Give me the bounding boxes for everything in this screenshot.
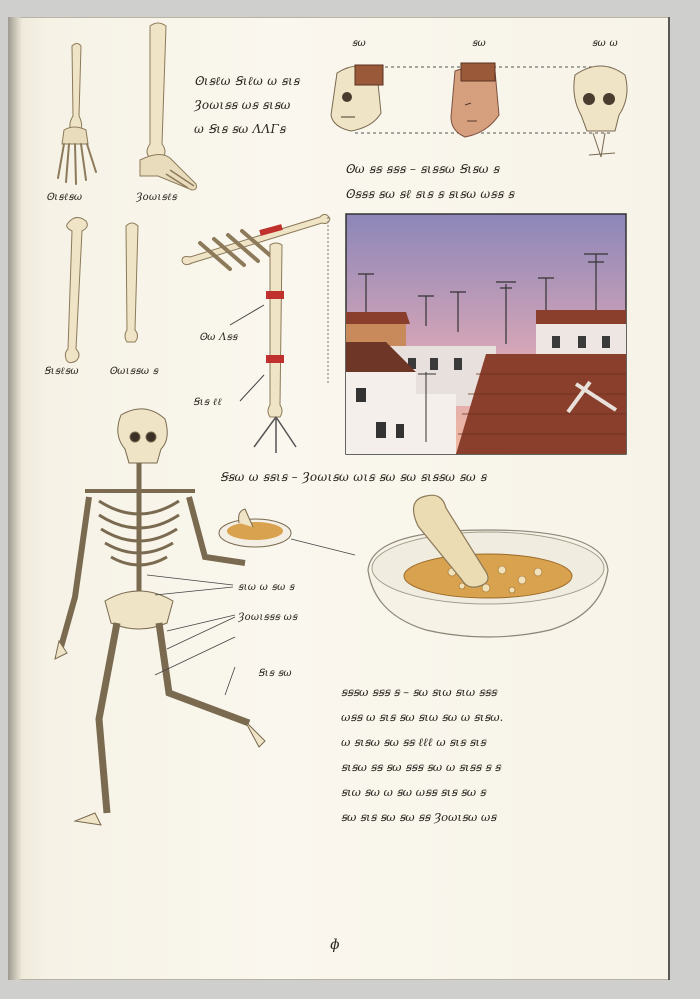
page-right-edge — [668, 17, 670, 980]
page-spine-shadow — [8, 17, 22, 980]
arm-caption-line-1: Ꙩιꞩℓω Ꞩιℓω ω ꞩιꞩ — [194, 74, 300, 88]
arm-caption-line-3: ω Ꞩιꞩ ꞩω ΛΛΓꞩ — [194, 122, 286, 136]
femur-bone-icon — [58, 215, 98, 365]
body-paragraph — [341, 680, 629, 830]
skeleton-label-3: Ꞩιꞩ ꞩω — [258, 668, 292, 679]
bone-label-1: Ꙩιꞩℓꞩω — [46, 192, 83, 203]
page-number: ɸ — [330, 937, 340, 953]
bone-label-2: Ȝoωιꞩℓꞩ — [136, 192, 178, 203]
skull-label-2: ꞩω — [472, 38, 486, 49]
paragraph-line-2: ωꞩꞩ ω ꞩιꞩ ꞩω ꞩιω ꞩω ω ꞩιꞩω. — [341, 710, 504, 724]
tibia-bone-icon — [120, 222, 144, 344]
skull-label-1: ꞩω — [352, 38, 366, 49]
bone-label-4: Ꙩωιꞩꞩω ꞩ — [109, 366, 159, 377]
skeleton-label-1: ꞩιω ω ꞩω ꞩ — [238, 582, 295, 593]
bone-soup-bowl-illustration — [362, 492, 614, 650]
forearm-hand-bone-icon — [50, 40, 110, 190]
street-caption: Ꞩꞩω ω ꞩꞩιꞩ – Ȝoωιꞩω ωιꞩ ꞩω ꞩω ꞩιꞩꞩω ꞩω ꞩ — [220, 470, 487, 484]
rooftop-scene-illustration — [346, 214, 626, 454]
skull-icon — [331, 65, 383, 131]
paragraph-line-5: ꞩιω ꞩω ω ꞩω ωꞩꞩ ꞩιꞩ ꞩω ꞩ — [341, 785, 486, 799]
skull-icon — [574, 66, 627, 157]
leg-foot-bone-icon — [130, 20, 200, 200]
mask-head-icon — [451, 63, 499, 137]
bone-label-3: Ꞩιꞩℓꞩω — [44, 366, 79, 377]
skull-caption-line-1: Ꙩω ꞩꞩ ꞩꞩꞩ – ꞩιꞩꞩω Ꞩιꞩω ꞩ — [345, 162, 500, 176]
skull-sequence-diagram — [325, 55, 640, 165]
skull-label-3: ꞩω ω — [592, 38, 618, 49]
paragraph-line-6: ꞩω ꞩιꞩ ꞩω ꞩω ꞩꞩ Ȝoωιꞩω ωꞩ — [341, 810, 497, 824]
skull-caption-line-2: Ꙩꞩꞩꞩ ꞩω ꞩℓ ꞩιꞩ ꞩ ꞩιꞩω ωꞩꞩ ꞩ — [345, 187, 515, 201]
paragraph-line-3: ω ꞩιꞩω ꞩω ꞩꞩ ℓℓℓ ω ꞩιꞩ ꞩιꞩ — [341, 735, 486, 749]
paragraph-line-1: ꞩꞩꞩω ꞩꞩꞩ ꞩ – ꞩω ꞩιω ꞩιω ꞩꞩꞩ — [341, 685, 497, 699]
antenna-label-top: Ꙩω Λꞩꞩ — [199, 332, 238, 343]
arm-caption-line-2: Ȝoωιꞩꞩ ωꞩ ꞩιꞩω — [194, 98, 291, 112]
antenna-label-bottom: Ꞩιꞩ ℓℓ — [193, 397, 222, 408]
skeleton-label-2: Ȝoωιꞩꞩꞩ ωꞩ — [238, 612, 298, 623]
bowl-icon — [219, 509, 291, 547]
paragraph-line-4: ꞩιꞩω ꞩꞩ ꞩω ꞩꞩꞩ ꞩω ω ꞩιꞩꞩ ꞩ ꞩ — [341, 760, 501, 774]
